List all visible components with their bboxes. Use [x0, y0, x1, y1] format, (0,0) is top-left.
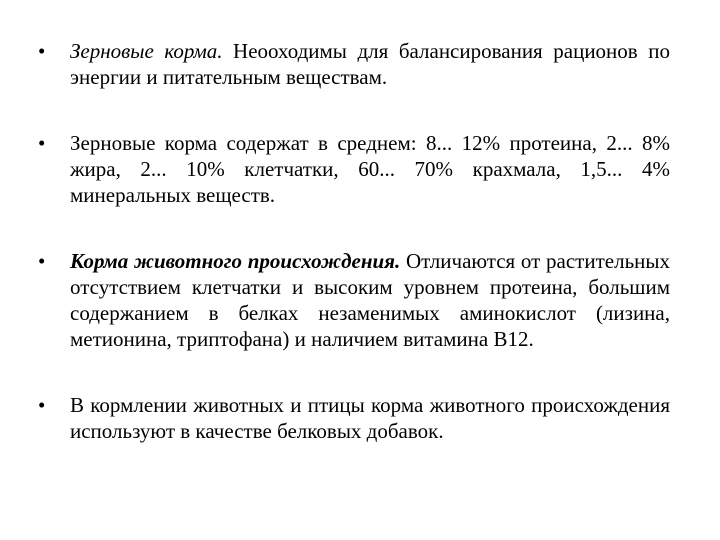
bullet-heading-grain-feed: Зерновые корма. — [70, 39, 223, 63]
bullet-text-grain-composition: Зерновые корма содержат в среднем: 8... 12% протеина, 2... 8% жира, 2... 10% клетчатки, 60... 70% крахмала, 1,5... 4% минеральных веществ. — [70, 131, 670, 207]
bullet-item-animal-feed — [38, 248, 670, 352]
bullet-icon: • — [38, 249, 46, 273]
bullet-icon: • — [38, 393, 46, 417]
bullet-text-grain-feed: Неооходимы для балансирования рационов по энергии и питательным веществам. — [70, 39, 670, 89]
bullet-item-protein-supplements — [38, 392, 670, 444]
bullet-item-grain-composition — [38, 130, 670, 208]
bullet-text-animal-feed: Отличаются от растительных отсутствием клетчатки и высоким уровнем протеина, большим содержанием в белках незаменимых аминокислот (лизина, метионина, триптофана) и наличием витамина В12. — [70, 249, 671, 351]
bullet-heading-animal-feed: Корма животного происхождения. — [70, 249, 401, 273]
bullet-text-protein-supplements: В кормлении животных и птицы корма животного происхождения используют в качестве белковых добавок. — [70, 393, 670, 443]
bullet-item-grain-feed — [38, 38, 670, 90]
bullet-icon: • — [38, 131, 46, 155]
bullet-list — [38, 38, 670, 444]
bullet-icon: • — [38, 39, 46, 63]
